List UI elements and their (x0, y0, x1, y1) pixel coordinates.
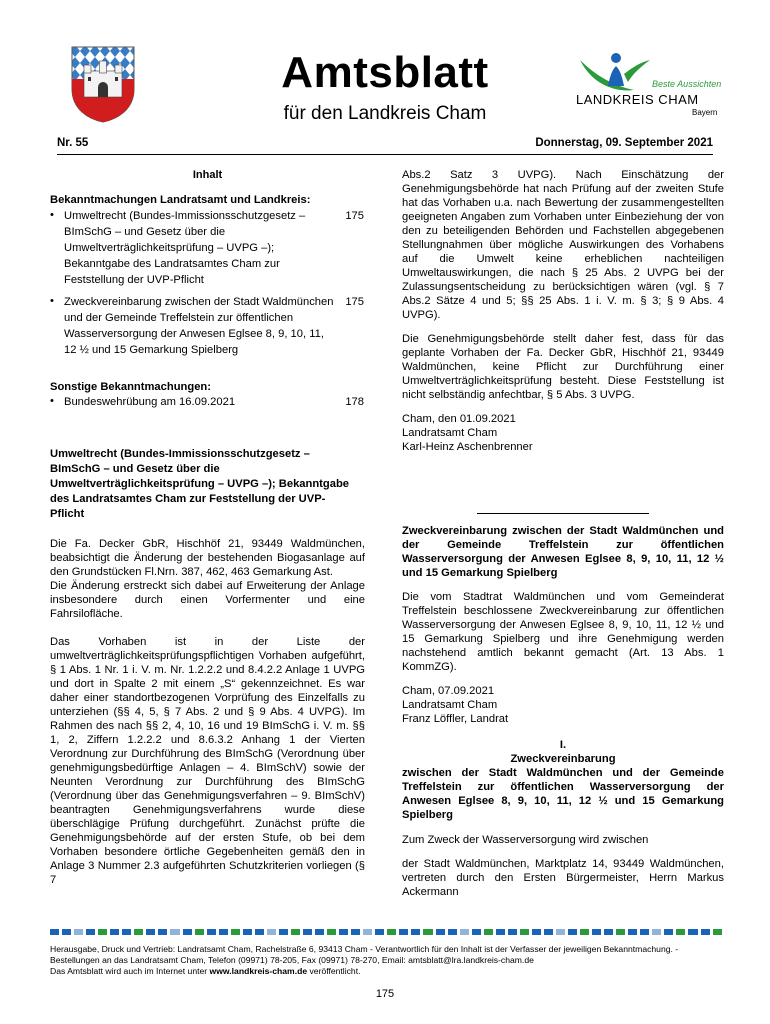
footer-dash (146, 929, 155, 935)
footer-dash (207, 929, 216, 935)
footer-dash-bar (50, 929, 722, 935)
footer-web-suffix: veröffentlicht. (307, 966, 361, 976)
section-subtitle: zwischen der Stadt Waldmünchen und der Gemeinde Treffelstein zur öffentlichen Wasserversorgung der Anwesen Eglsee 8, 9, 10, 11, 12 ½ und 15 Gemarkung Spielberg (402, 767, 724, 821)
footer-dash (411, 929, 420, 935)
footer-dash (544, 929, 553, 935)
issue-date: Donnerstag, 09. September 2021 (535, 137, 713, 149)
footer-dash (315, 929, 324, 935)
bullet-icon: • (50, 395, 54, 407)
logo-tagline: Beste Aussichten (652, 79, 722, 89)
signature-place-date: Cham, 07.09.2021 (402, 685, 495, 697)
article-paragraph: Abs.2 Satz 3 UVPG). Nach Einschätzung der Genehmigungsbehörde hat nach Prüfung auf der zweiten Stufe hat das Vorhaben u.a. nach Bewertung der zusammengestellten geeigneten Angaben zum Vorhaben unter Einbeziehung der von den zu beteiligenden Behörden und Fachstellen abgegebenen Stellungnahmen über mögliche Auswirkungen des Vorhabens auf die Umwelt keine erheblichen nachteiligen Umweltauswirkungen, die nach § 25 Abs. 2 UVPG bei der Zulassungsentscheidung zu berücksichtigen wären (vgl. § 7 Abs.2 Sätze 4 und 5; §§ 25 Abs. 1 i. V. m. § 3; § 9 Abs. 4 UVPG). (402, 169, 724, 321)
footer-dash (568, 929, 577, 935)
toc-item-text: Bundeswehrübung am 16.09.2021 (64, 396, 236, 408)
footer-dash (375, 929, 384, 935)
footer-dash (279, 929, 288, 935)
footer-web-prefix: Das Amtsblatt wird auch im Internet unter (50, 966, 210, 976)
toc-item-text: Umweltrecht (Bundes-Immissionsschutzgesetz – BImSchG – und Gesetz über die Umweltverträglichkeitsprüfung – UVPG –); Bekanntgabe des Landratsamtes Cham zur Feststellung der UVP-Pflicht (64, 210, 306, 286)
page-number: 175 (375, 988, 395, 1000)
footer-dash (556, 929, 565, 935)
footer-dash (231, 929, 240, 935)
article-paragraph: Zum Zweck der Wasserversorgung wird zwischen (402, 834, 649, 846)
footer-dash (688, 929, 697, 935)
toc-item[interactable] (50, 394, 365, 410)
footer-dash (701, 929, 710, 935)
footer-dash (170, 929, 179, 935)
footer-dash (110, 929, 119, 935)
bullet-icon: • (50, 295, 54, 307)
footer-dash (664, 929, 673, 935)
footer-dash (134, 929, 143, 935)
footer-dash (472, 929, 481, 935)
footer-text (50, 944, 722, 977)
footer-dash (676, 929, 685, 935)
footer-dash (448, 929, 457, 935)
article-heading: Zweckvereinbarung zwischen der Stadt Waldmünchen und der Gemeinde Treffelstein zur öffentlichen Wasserversorgung der Anwesen Eglsee 8, 9, 10, 11, 12 ½ und 15 Gemarkung Spielberg (402, 525, 724, 579)
article-paragraph: der Stadt Waldmünchen, Marktplatz 14, 93449 Waldmünchen, vertreten durch den Ersten Bürgermeister, Herrn Markus Ackermann (402, 858, 724, 898)
footer-dash (267, 929, 276, 935)
footer-dash (628, 929, 637, 935)
footer-dash (219, 929, 228, 935)
article-paragraph: Die Fa. Decker GbR, Hischhöf 21, 93449 Waldmünchen, beabsichtigt die Änderung der bestehenden Biogasanlage auf den Grundstücken Fl.Nrn. 387, 462, 463 Gemarkung Ast. (50, 538, 365, 578)
article-paragraph: Das Vorhaben ist in der Liste der umweltverträglichkeitsprüfungspflichtigen Vorhaben aufgeführt, § 1 Abs. 1 Nr. 1 i. V. m. Nr. 1.2.2.2 und 8.4.2.2 Anlage 1 UVPG und dort in Spalte 2 mit einem „S“ gekennzeichnet. Es war daher einer standortbezogenen Vorprüfung des Einzelfalls zu unterziehen (§§ 4, 5, § 7 Abs. 2 und § 9 Abs. 4 UVPG). Im Rahmen des nach §§ 2, 4, 10, 16 und 19 BImSchG i. V. m. §§ 1, 2, Ziffern 1.2.2.2 und 8.6.3.2 Anhang 1 der Vierten Verordnung zur Durchführung des BImSchG (Verordnung über genehmigungsbedürftige Anlagen – 4. BImSchV) sowie der Neunten Verordnung zur Durchführung des BImSchG (Verordnung über das Genehmigungsverfahren – 9. BImSchV) beantragten Genehmigungsverfahrens wurde diese überschlägige Prüfung durchgeführt. Zunächst prüfte die Genehmigungsbehörde auf der ersten Stufe, ob bei dem Vorhaben besondere örtliche Gegebenheiten gemäß den in Anlage 3 Nummer 2.3 aufgeführten Schutzkriterien vorliegen (§ 7 (50, 636, 365, 886)
footer-dash (291, 929, 300, 935)
signature-office: Landratsamt Cham (402, 699, 498, 711)
footer-dash (592, 929, 601, 935)
footer-dash (339, 929, 348, 935)
bullet-icon: • (50, 209, 54, 221)
footer-dash (158, 929, 167, 935)
article-paragraph: Die Änderung erstreckt sich dabei auf Erweiterung der Anlage insbesondere durch einen Vorfermenter und eine Fahrsilofläche. (50, 580, 365, 620)
logo-region: Bayern (692, 108, 718, 117)
signature-name: Karl-Heinz Aschenbrenner (402, 441, 533, 453)
header-divider (57, 154, 713, 155)
toc-heading: Inhalt (192, 169, 223, 181)
footer-dash (484, 929, 493, 935)
toc-item-page: 178 (345, 396, 364, 408)
section-divider (477, 513, 649, 514)
footer-dash (436, 929, 445, 935)
footer-dash (604, 929, 613, 935)
toc-item-page: 175 (345, 210, 364, 222)
toc-item[interactable] (50, 294, 365, 358)
toc-item-page: 175 (345, 296, 364, 308)
footer-dash (86, 929, 95, 935)
footer-dash (640, 929, 649, 935)
footer-web-note (50, 966, 722, 977)
page-subtitle: für den Landkreis Cham (283, 103, 487, 124)
footer-dash (399, 929, 408, 935)
footer-dash (183, 929, 192, 935)
footer-publisher-info: Herausgabe, Druck und Vertrieb: Landratsamt Cham, Rachelstraße 6, 93413 Cham - Verantwortlich für den Inhalt ist der Verfasser der jeweiligen Bekanntmachung. - Bestellungen an das Landratsamt Cham, Telefon (09971) 78-205, Fax (09971) 78-270, Email: amtsblatt@lra.landkreis-cham.de (50, 944, 679, 965)
footer-dash (255, 929, 264, 935)
page-title: Amtsblatt (281, 48, 489, 97)
footer-dash (303, 929, 312, 935)
footer-dash (243, 929, 252, 935)
footer-dash (616, 929, 625, 935)
footer-dash (713, 929, 722, 935)
article-paragraph: Die vom Stadtrat Waldmünchen und vom Gemeinderat Treffelstein beschlossene Zweckvereinbarung zur öffentlichen Wasserversorgung der Anwesen Eglsee 8, 9, 10, 11, 12 ½ und 15 Gemarkung Spielberg und ihre Genehmigung werden nachstehend amtlich bekannt gemacht (Art. 13 Abs. 1 KommZG). (402, 591, 724, 673)
footer-dash (62, 929, 71, 935)
left-column (50, 168, 365, 887)
logo-name: LANDKREIS CHAM (576, 92, 699, 107)
footer-dash (363, 929, 372, 935)
footer-dash (351, 929, 360, 935)
footer-dash (532, 929, 541, 935)
footer-dash (122, 929, 131, 935)
issue-number: Nr. 55 (57, 137, 89, 149)
article-heading: Umweltrecht (Bundes-Immissionsschutzgesetz – BImSchG – und Gesetz über die Umweltverträglichkeitsprüfung – UVPG –); Bekanntgabe des Landratsamtes Cham zur Feststellung der UVP-Pflicht (50, 448, 350, 520)
signature-office: Landratsamt Cham (402, 427, 498, 439)
toc-item-text: Zweckvereinbarung zwischen der Stadt Waldmünchen und der Gemeinde Treffelstein zur öffentlichen Wasserversorgung der Anwesen Eglsee 8, 9, 10, 11, 12 ½ und 15 Gemarkung Spielberg (64, 296, 334, 356)
footer-dash (460, 929, 469, 935)
footer-dash (50, 929, 59, 935)
footer-web-link[interactable]: www.landkreis-cham.de (209, 966, 308, 976)
signature-name: Franz Löffler, Landrat (402, 713, 509, 725)
footer-dash (508, 929, 517, 935)
footer-dash (423, 929, 432, 935)
footer-dash (496, 929, 505, 935)
toc-section-title: Sonstige Bekanntmachungen: (50, 381, 211, 393)
footer-dash (652, 929, 661, 935)
footer-dash (74, 929, 83, 935)
footer-dash (327, 929, 336, 935)
signature-place-date: Cham, den 01.09.2021 (402, 413, 516, 425)
section-number: I. (559, 739, 567, 751)
toc-section-title: Bekanntmachungen Landratsamt und Landkreis: (50, 194, 311, 206)
footer-dash (387, 929, 396, 935)
right-column (402, 168, 724, 899)
footer-dash (98, 929, 107, 935)
section-title: Zweckvereinbarung (510, 753, 616, 765)
footer-dash (195, 929, 204, 935)
toc-item[interactable] (50, 208, 365, 288)
article-paragraph: Die Genehmigungsbehörde stellt daher fest, dass für das geplante Vorhaben der Fa. Decker GbR, Hischhöf 21, 93449 Waldmünchen, keine Pflicht zur Durchführung einer Umweltverträglichkeitsprüfung besteht. Diese Feststellung ist nicht selbständig anfechtbar, § 5 Abs. 3 UVPG. (402, 333, 724, 401)
footer-dash (520, 929, 529, 935)
coat-of-arms-logo (70, 45, 136, 123)
footer-dash (580, 929, 589, 935)
